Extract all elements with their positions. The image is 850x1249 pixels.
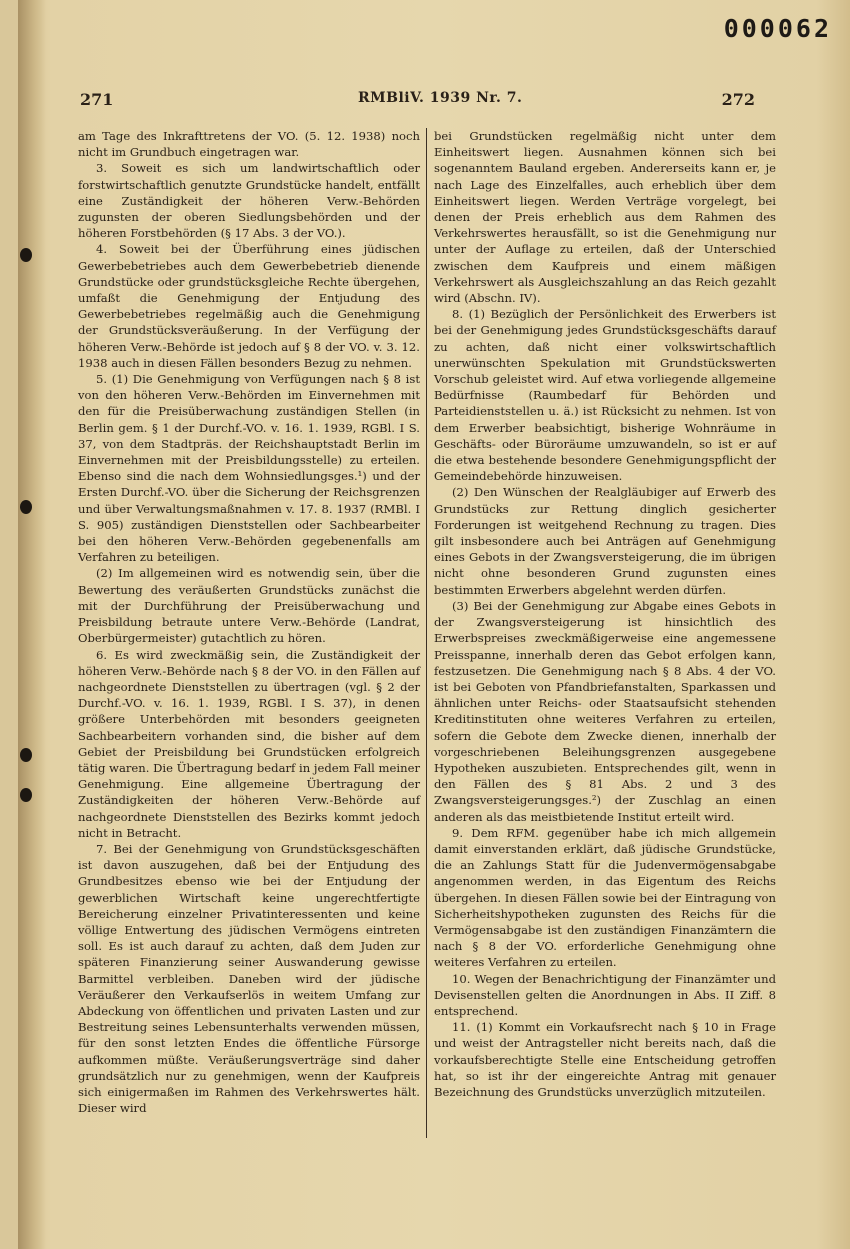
page-number-left: 271 [80, 90, 114, 109]
paragraph: 6. Es wird zweckmäßig sein, die Zuständigkeit der höheren Verw.-Behörde nach § 8 der VO. in den Fällen auf nachgeordnete Dienststellen zu übertragen (vgl. § 2 der Durchf.-VO. v. 16. 1. 1939, RGBl. I S. 37), in denen größere Unterbehörden mit besonders geeigneten Sachbearbeitern vorhanden sind, die bisher auf dem Gebiet der Preisbildung bei Grundstücken erfolgreich tätig waren. Die Übertragung bedarf in jedem Fall meiner Genehmigung. Eine allgemeine Übertragung der Zuständigkeiten der höheren Verw.-Behörde auf nachgeordnete Dienststellen des Bezirks kommt jedoch nicht in Betracht. [78, 647, 420, 840]
paragraph: (3) Bei der Genehmigung zur Abgabe eines Gebots in der Zwangsversteigerung ist hinsichtlich des Erwerbspreises zweckmäßigerweise eine angemessene Preisspanne, innerhalb deren das Gebot erfolgen kann, festzusetzen. Die Genehmigung nach § 8 Abs. 4 der VO. ist bei Geboten von Pfandbriefanstalten, Sparkassen und ähnlichen unter Reichs- oder Staatsaufsicht stehenden Kreditinstituten ohne weiteres Verfahren zu erteilen, sofern die Gebote dem Zwecke dienen, innerhalb der vorgeschriebenen Beleihungsgrenzen ausgegebene Hypotheken auszubieten. Entsprechendes gilt, wenn in den Fällen des § 81 Abs. 2 und 3 des Zwangsversteigerungsges.²) der Zuschlag an einen anderen als das meistbietende Institut erteilt wird. [434, 598, 776, 824]
paragraph: bei Grundstücken regelmäßig nicht unter dem Einheitswert liegen. Ausnahmen können sich bei sogenanntem Bauland ergeben. Andererseits kann er, je nach Lage des Einzelfalles, auch erheblich über dem Einheitswert liegen. Werden Verträge vorgelegt, bei denen der Preis erheblich aus dem Rahmen des Verkehrswertes herausfällt, so ist die Genehmigung nur unter der Auflage zu erteilen, daß der Unterschied zwischen dem Kaufpreis und einem mäßigen Verkehrswert als Ausgleichszahlung an das Reich gezahlt wird (Abschn. IV). [434, 129, 776, 306]
document-page [18, 0, 850, 1249]
paragraph: 10. Wegen der Benachrichtigung der Finanzämter und Devisenstellen gelten die Anordnungen in Abs. II Ziff. 8 entsprechend. [434, 971, 776, 1018]
column-divider [426, 128, 427, 1138]
punch-hole [20, 500, 32, 514]
punch-hole [20, 248, 32, 262]
paragraph: 8. (1) Bezüglich der Persönlichkeit des Erwerbers ist bei der Genehmigung jedes Grundstücksgeschäfts darauf zu achten, daß nicht einer volkswirtschaftlich unerwünschten Spekulation mit Grundstückswerten Vorschub geleistet wird. Auf etwa vorliegende allgemeine Bedürfnisse (Raumbedarf für Behörden und Parteidienststellen u. ä.) ist Rücksicht zu nehmen. Ist von dem Erwerber beabsichtigt, bisherige Wohnräume in Geschäfts- oder Büroräume umzuwandeln, so ist er auf die etwa bestehende besondere Genehmigungspflicht der Gemeindebehörde hinzuweisen. [434, 307, 776, 484]
running-head: RMBliV. 1939 Nr. 7. [358, 90, 523, 106]
paragraph: am Tage des Inkrafttretens der VO. (5. 12. 1938) noch nicht im Grundbuch eingetragen war. [78, 129, 420, 160]
punch-hole [20, 788, 32, 802]
paragraph: 9. Dem RFM. gegenüber habe ich mich allgemein damit einverstanden erklärt, daß jüdische Grundstücke, die an Zahlungs Statt für die Judenvermögensabgabe angenommen werden, in das Eigentum des Reichs übergehen. In diesen Fällen sowie bei der Eintragung von Sicherheitshypotheken zugunsten des Reichs für die Vermögensabgabe ist den zuständigen Finanzämtern die nach § 8 der VO. erforderliche Genehmigung ohne weiteres Verfahren zu erteilen. [434, 825, 776, 970]
archive-number: 000062 [723, 14, 832, 43]
binding-edge [18, 0, 46, 1249]
paragraph: 11. (1) Kommt ein Vorkaufsrecht nach § 10 in Frage und weist der Antragsteller nicht bereits nach, daß die vorkaufsberechtigte Stelle eine Entscheidung getroffen hat, so ist ihr der eingereichte Antrag mit genauer Bezeichnung des Grundstücks unverzüglich mitzuteilen. [434, 1020, 776, 1099]
paragraph: 4. Soweit bei der Überführung eines jüdischen Gewerbebetriebes auch dem Gewerbebetrieb dienende Grundstücke oder grundstücksgleiche Rechte übergehen, umfaßt die Genehmigung der Entjudung des Gewerbebetriebes regelmäßig auch die Genehmigung der Grundstücksveräußerung. In der Verfügung der höheren Verw.-Behörde ist jedoch auf § 8 der VO. v. 3. 12. 1938 auch in diesen Fällen besonders Bezug zu nehmen. [78, 242, 420, 370]
left-column [78, 128, 420, 1116]
paragraph: (2) Im allgemeinen wird es notwendig sein, über die Bewertung des veräußerten Grundstücks zunächst die mit der Durchführung der Preisüberwachung und Preisbildung betraute untere Verw.-Behörde (Landrat, Oberbürgermeister) gutachtlich zu hören. [78, 566, 420, 646]
paragraph: 5. (1) Die Genehmigung von Verfügungen nach § 8 ist von den höheren Verw.-Behörden im Einvernehmen mit den für die Preisüberwachung zuständigen Stellen (in Berlin gem. § 1 der Durchf.-VO. v. 16. 1. 1939, RGBl. I S. 37, von dem Stadtpräs. der Reichshauptstadt Berlin im Einvernehmen mit der Preisbildungsstelle) zu erteilen. Ebenso sind die nach dem Wohnsiedlungsges.¹) und der Ersten Durchf.-VO. über die Sicherung der Reichsgrenzen und über Verwaltungsmaßnahmen v. 17. 8. 1937 (RMBl. I S. 905) zuständigen Dienststellen oder Sachbearbeiter bei den höheren Verw.-Behörden gegebenenfalls am Verfahren zu beteiligen. [78, 372, 420, 565]
punch-hole [20, 748, 32, 762]
page-number-right: 272 [721, 90, 755, 109]
paragraph: 3. Soweit es sich um landwirtschaftlich oder forstwirtschaftlich genutzte Grundstücke handelt, entfällt eine Zuständigkeit der höheren Verw.-Behörden zugunsten der oberen Siedlungsbehörden und der höheren Forstbehörden (§ 17 Abs. 3 der VO.). [78, 161, 420, 241]
right-column [434, 128, 776, 1100]
paragraph: (2) Den Wünschen der Realgläubiger auf Erwerb des Grundstücks zur Rettung dinglich gesicherter Forderungen ist weitgehend Rechnung zu tragen. Dies gilt insbesondere auch bei Anträgen auf Genehmigung eines Gebots in der Zwangsversteigerung, die im übrigen nicht ohne besonderen Grund zugunsten eines bestimmten Erwerbers abgelehnt werden dürfen. [434, 485, 776, 597]
paragraph: 7. Bei der Genehmigung von Grundstücksgeschäften ist davon auszugehen, daß bei der Entjudung des Grundbesitzes ebenso wie bei der Entjudung der gewerblichen Wirtschaft keine ungerechtfertigte Bereicherung einzelner Privatinteressenten und keine völlige Entwertung des jüdischen Vermögens eintreten soll. Es ist auch darauf zu achten, daß dem Juden zur späteren Finanzierung seiner Auswanderung gewisse Barmittel verbleiben. Daneben wird der jüdische Veräußerer den Verkaufserlös in weitem Umfang zur Abdeckung von öffentlichen und privaten Lasten und zur Bestreitung seines Lebensunterhalts verwenden müssen, für den sonst letzten Endes die öffentliche Fürsorge aufkommen müßte. Veräußerungsverträge sind daher grundsätzlich nur zu genehmigen, wenn der Kaufpreis sich einigermaßen im Rahmen des Verkehrswertes hält. Dieser wird [78, 841, 420, 1116]
